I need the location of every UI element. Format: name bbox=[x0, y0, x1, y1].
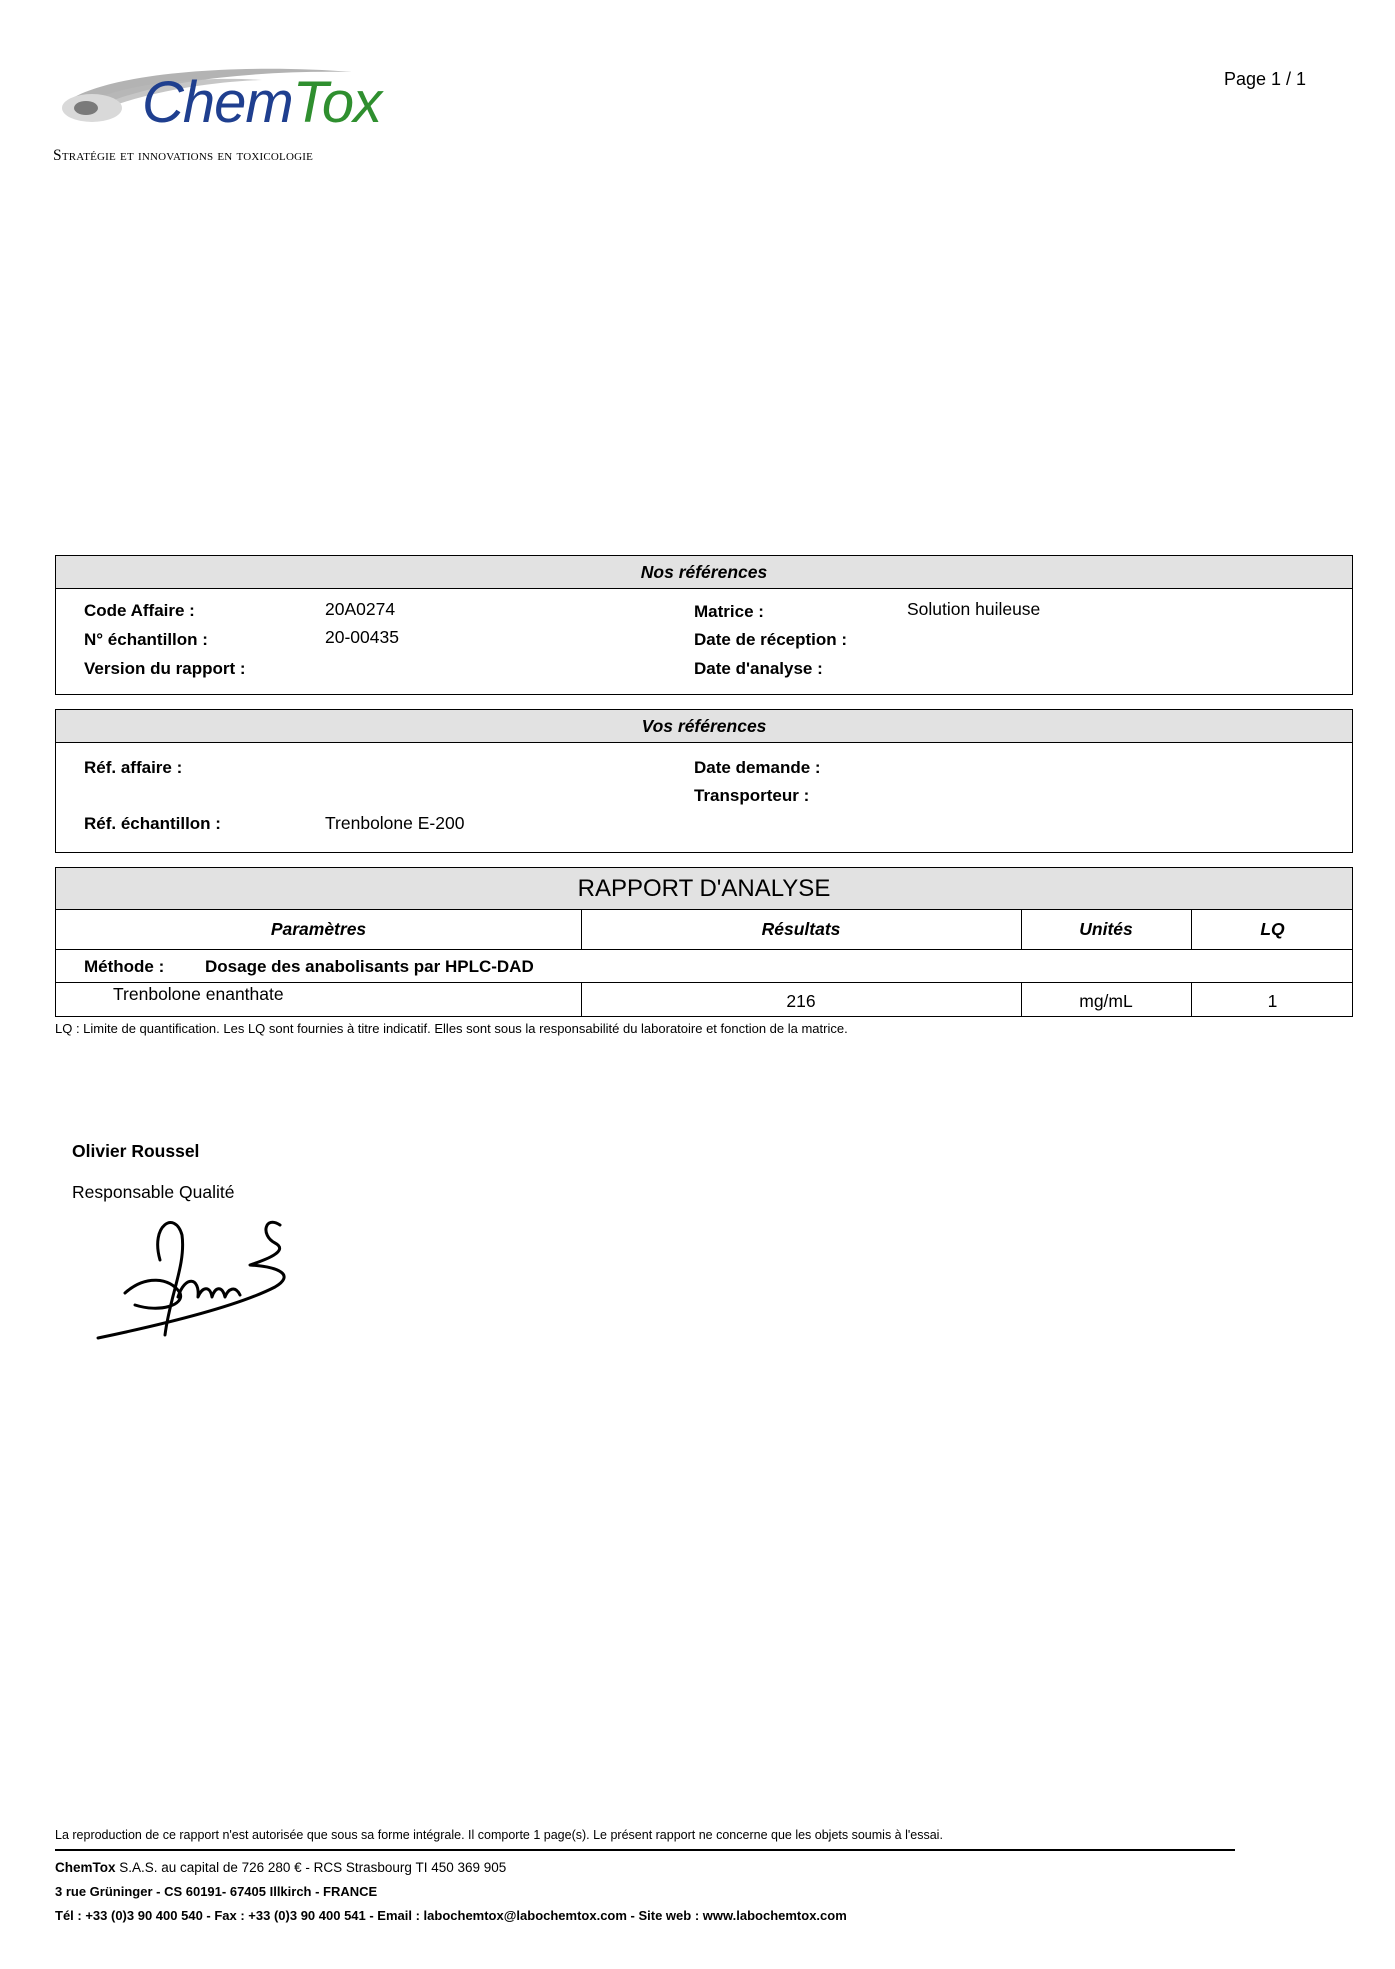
rapport-analyse-title: RAPPORT D'ANALYSE bbox=[56, 868, 1352, 910]
lq-note: LQ : Limite de quantification. Les LQ sont fournies à titre indicatif. Elles sont sous la responsabilité du laboratoire et fonction de la matrice. bbox=[55, 1021, 848, 1036]
nos-references-box bbox=[55, 555, 1353, 695]
header-unites: Unités bbox=[1079, 919, 1133, 939]
matrice-value: Solution huileuse bbox=[907, 599, 1041, 619]
vos-references-title: Vos références bbox=[56, 710, 1352, 743]
code-affaire-label: Code Affaire : bbox=[84, 601, 195, 620]
table-row bbox=[56, 983, 1352, 1017]
page-number: Page 1 / 1 bbox=[1224, 69, 1307, 89]
matrice-label: Matrice : bbox=[694, 602, 764, 621]
echantillon-label: N° échantillon : bbox=[84, 630, 208, 649]
cell-parametre: Trenbolone enanthate bbox=[113, 984, 284, 1004]
footer-contact: Tél : +33 (0)3 90 400 540 - Fax : +33 (0)3 90 400 541 - Email : labochemtox@labochemtox.com - Site web : www.labochemtox.com bbox=[55, 1908, 847, 1923]
ref-affaire-label: Réf. affaire : bbox=[84, 758, 183, 777]
vos-references-box bbox=[55, 709, 1353, 853]
methode-row bbox=[56, 950, 1352, 983]
ref-echantillon-value: Trenbolone E-200 bbox=[325, 813, 465, 833]
footer-address: 3 rue Grüninger - CS 60191- 67405 Illkirch - FRANCE bbox=[55, 1884, 378, 1899]
cell-resultat: 216 bbox=[786, 991, 816, 1011]
methode-value: Dosage des anabolisants par HPLC-DAD bbox=[205, 957, 534, 976]
footer-note: La reproduction de ce rapport n'est autorisée que sous sa forme intégrale. Il comporte 1 page(s). Le présent rapport ne concerne que les objets soumis à l'essai. bbox=[55, 1828, 943, 1842]
logo-tagline: Stratégie et innovations en toxicologie bbox=[53, 147, 314, 164]
column-divider bbox=[581, 910, 582, 950]
methode-label: Méthode : bbox=[84, 957, 165, 976]
column-divider bbox=[581, 983, 582, 1017]
nos-references-title: Nos références bbox=[56, 556, 1352, 589]
handwritten-signature bbox=[90, 1205, 350, 1355]
logo-word-tox: Tox bbox=[292, 70, 382, 135]
column-divider bbox=[1191, 983, 1192, 1017]
logo-word-chem: Chem bbox=[142, 70, 293, 135]
rapport-analyse-table bbox=[55, 867, 1353, 1017]
footer-divider bbox=[55, 1849, 1235, 1851]
date-analyse-label: Date d'analyse : bbox=[694, 659, 823, 678]
header-parametres: Paramètres bbox=[270, 919, 367, 939]
column-divider bbox=[1021, 910, 1022, 950]
signer-role: Responsable Qualité bbox=[72, 1182, 235, 1202]
table-header-row bbox=[56, 910, 1352, 950]
cell-unite: mg/mL bbox=[1079, 991, 1133, 1011]
code-affaire-value: 20A0274 bbox=[325, 599, 396, 619]
version-label: Version du rapport : bbox=[84, 659, 246, 678]
echantillon-value: 20-00435 bbox=[325, 627, 399, 647]
footer-company bbox=[55, 1860, 506, 1875]
date-demande-label: Date demande : bbox=[694, 758, 821, 777]
signer-name: Olivier Roussel bbox=[72, 1141, 200, 1161]
column-divider bbox=[1021, 983, 1022, 1017]
header-lq: LQ bbox=[1260, 919, 1285, 939]
footer-company-name: ChemTox bbox=[55, 1860, 116, 1875]
cell-lq: 1 bbox=[1267, 991, 1278, 1011]
logo-wordmark bbox=[142, 70, 382, 135]
footer-company-details: S.A.S. au capital de 726 280 € - RCS Strasbourg TI 450 369 905 bbox=[115, 1860, 507, 1875]
date-reception-label: Date de réception : bbox=[694, 630, 848, 649]
header-resultats: Résultats bbox=[761, 919, 841, 939]
transporteur-label: Transporteur : bbox=[694, 786, 810, 805]
ref-echantillon-label: Réf. échantillon : bbox=[84, 814, 221, 833]
column-divider bbox=[1191, 910, 1192, 950]
